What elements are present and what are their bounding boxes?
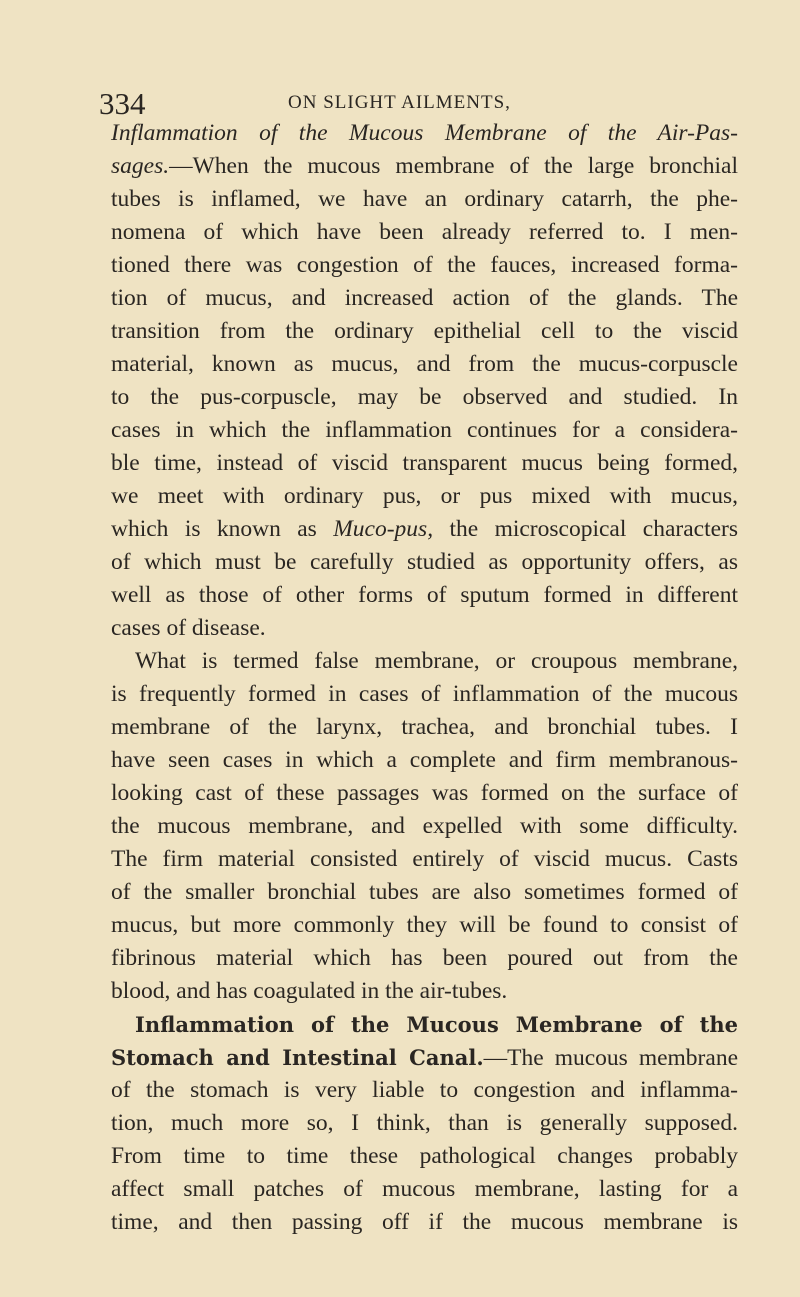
text-line	[111, 480, 738, 513]
text-line	[111, 810, 738, 843]
text-line	[111, 1173, 738, 1206]
text-segment: affect small patches of mucous membrane, lasting for a	[111, 1176, 738, 1202]
text-segment: tubes is inflamed, we have an ordinary catarrh, the phe-	[111, 186, 738, 212]
text-line	[111, 678, 738, 711]
text-segment: cases in which the inflammation continues for a considera-	[111, 417, 738, 443]
text-segment: nomena of which have been already referred to. I men-	[111, 219, 738, 245]
bold-heading-text: Stomach and Intestinal Canal.	[111, 1045, 484, 1070]
text-line	[111, 348, 738, 381]
text-line	[111, 1041, 738, 1074]
text-segment: —When the mucous membrane of the large bronchial	[169, 153, 738, 179]
text-line	[111, 315, 738, 348]
text-line	[111, 579, 738, 612]
text-line	[111, 612, 738, 645]
text-line	[111, 909, 738, 942]
text-line	[111, 117, 738, 150]
text-line	[111, 1206, 738, 1239]
text-line	[111, 381, 738, 414]
text-segment: we meet with ordinary pus, or pus mixed with mucus,	[111, 483, 738, 509]
bold-heading-text: Inflammation of the Mucous Membrane of the	[135, 1012, 738, 1037]
text-line	[111, 744, 738, 777]
text-segment: is frequently formed in cases of inflammation of the mucous	[111, 681, 738, 707]
text-segment: the microscopical characters	[433, 516, 738, 542]
text-segment: mucus, but more commonly they will be found to consist of	[111, 912, 738, 938]
italic-text: Inflammation of the Mucous Membrane of the Air-Pas-	[111, 120, 738, 146]
italic-text: Muco-pus,	[333, 516, 434, 542]
text-line	[111, 975, 738, 1008]
text-line	[111, 711, 738, 744]
text-segment: of the stomach is very liable to congestion and inflamma-	[111, 1077, 738, 1103]
text-line	[111, 1074, 738, 1107]
text-segment: tion of mucus, and increased action of the glands. The	[111, 285, 738, 311]
text-line	[111, 777, 738, 810]
text-line	[111, 183, 738, 216]
italic-text: sages.	[111, 153, 170, 179]
body-text	[111, 117, 738, 1239]
text-line	[111, 216, 738, 249]
running-title: ON SLIGHT AILMENTS,	[288, 92, 511, 113]
text-segment: From time to time these pathological changes probably	[111, 1143, 738, 1169]
text-segment: fibrinous material which has been poured out from the	[111, 945, 738, 971]
text-segment: to the pus-corpuscle, may be observed and studied. In	[111, 384, 738, 410]
text-segment: of the smaller bronchial tubes are also sometimes formed of	[111, 879, 738, 905]
text-segment: of which must be carefully studied as opportunity offers, as	[111, 549, 738, 575]
text-segment: transition from the ordinary epithelial cell to the viscid	[111, 318, 738, 344]
text-segment: tion, much more so, I think, than is generally supposed.	[111, 1110, 738, 1136]
text-line	[111, 249, 738, 282]
text-segment: the mucous membrane, and expelled with some difficulty.	[111, 813, 738, 839]
text-line	[111, 150, 738, 183]
text-line	[111, 447, 738, 480]
text-segment: tioned there was congestion of the fauces, increased forma-	[111, 252, 738, 278]
text-line	[111, 1107, 738, 1140]
text-segment: which is known as	[111, 516, 334, 542]
text-line	[111, 1008, 738, 1041]
text-line	[111, 876, 738, 909]
text-segment: What is termed false membrane, or croupous membrane,	[135, 648, 738, 674]
text-segment: time, and then passing off if the mucous membrane is	[111, 1209, 738, 1235]
text-segment: ble time, instead of viscid transparent mucus being formed,	[111, 450, 738, 476]
text-segment: well as those of other forms of sputum formed in different	[111, 582, 738, 608]
page-number: 334	[99, 86, 146, 121]
text-segment: —The mucous membrane	[483, 1045, 738, 1071]
text-segment: looking cast of these passages was formed on the surface of	[111, 780, 738, 806]
text-line	[111, 843, 738, 876]
text-line	[111, 942, 738, 975]
text-segment: material, known as mucus, and from the mucus-corpuscle	[111, 351, 738, 377]
text-line	[111, 414, 738, 447]
text-line	[111, 645, 738, 678]
text-segment: cases of disease.	[111, 615, 266, 641]
text-segment: have seen cases in which a complete and firm membranous-	[111, 747, 738, 773]
text-line	[111, 1140, 738, 1173]
text-segment: The firm material consisted entirely of viscid mucus. Casts	[111, 846, 738, 872]
text-segment: membrane of the larynx, trachea, and bronchial tubes. I	[111, 714, 738, 740]
text-line	[111, 513, 738, 546]
text-line	[111, 282, 738, 315]
text-line	[111, 546, 738, 579]
text-segment: blood, and has coagulated in the air-tubes.	[111, 978, 508, 1004]
